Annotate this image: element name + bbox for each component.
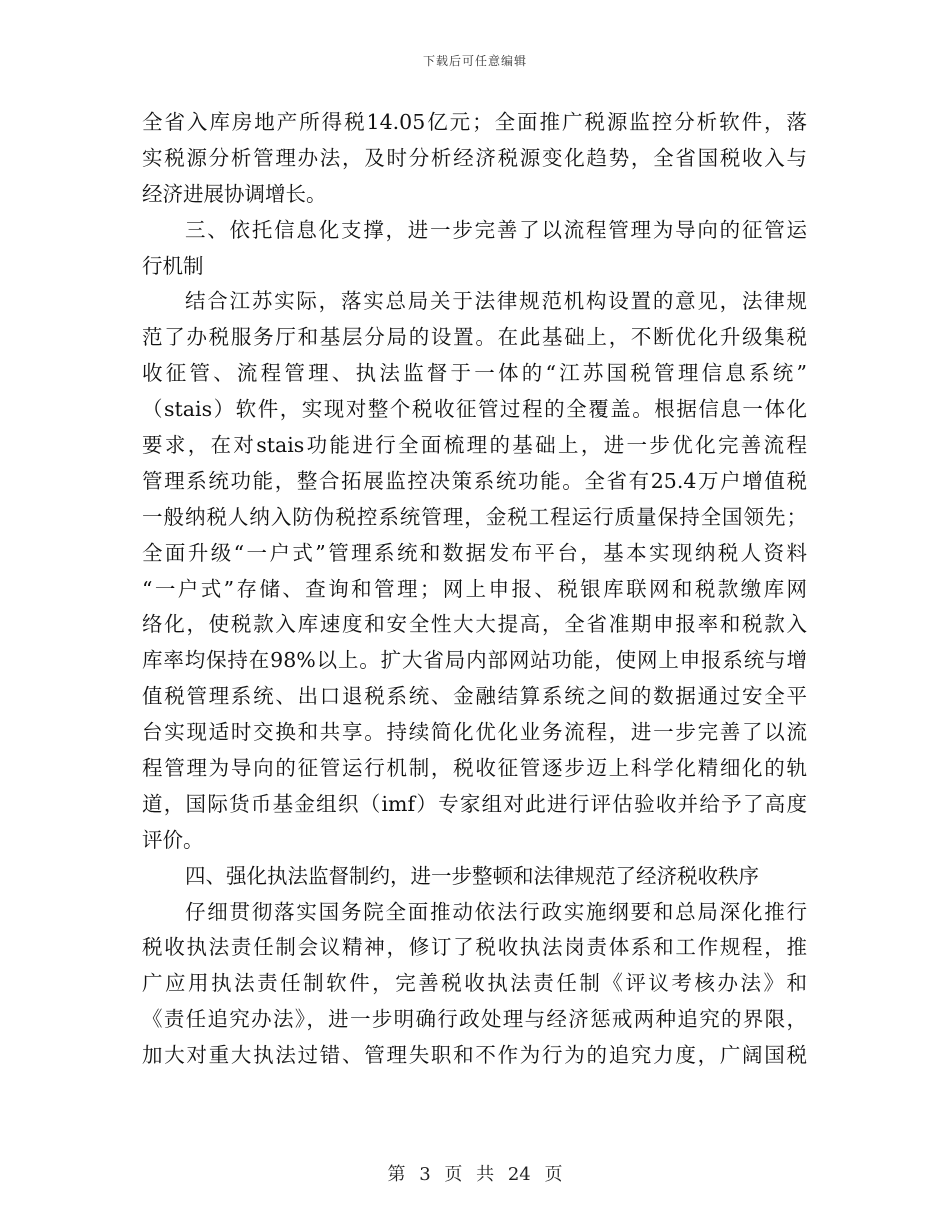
section-heading: 行机制 — [142, 253, 204, 278]
section-heading: 三、依托信息化支撑，进一步完善了以流程管理为导向的征管运 — [185, 217, 807, 242]
text-line: 广应用执法责任制软件，完善税收执法责任制《评议考核办法》和 — [142, 971, 807, 996]
text-line: （stais）软件，实现对整个税收征管过程的全覆盖。根据信息一体化 — [142, 397, 807, 422]
text-line: 库率均保持在98%以上。扩大省局内部网站功能，使网上申报系统与增 — [142, 648, 807, 673]
text-line: 道，国际货币基金组织（imf）专家组对此进行评估验收并给予了高度 — [142, 791, 807, 816]
text-line: 《责任追究办法》，进一步明确行政处理与经济惩戒两种追究的界限， — [142, 1007, 807, 1032]
text-line: 加大对重大执法过错、管理失职和不作为行为的追究力度，广阔国税 — [142, 1043, 807, 1068]
page-number: 第 3 页 共 24 页 — [387, 1164, 563, 1185]
page-header: 下载后可任意编辑 — [422, 54, 527, 68]
text-line: 台实现适时交换和共享。持续简化优化业务流程，进一步完善了以流 — [142, 720, 807, 745]
text-line: 程管理为导向的征管运行机制，税收征管逐步迈上科学化精细化的轨 — [142, 756, 807, 781]
text-line: 经济进展协调增长。 — [142, 181, 327, 206]
text-line: 仔细贯彻落实国务院全面推动依法行政实施纲要和总局深化推行 — [185, 899, 807, 924]
text-line: 全省入库房地产所得税14.05亿元；全面推广税源监控分析软件，落 — [142, 110, 807, 134]
text-line: “一户式”存储、查询和管理；网上申报、税银库联网和税款缴库网 — [142, 576, 807, 601]
text-line: 结合江苏实际，落实总局关于法律规范机构设置的意见，法律规 — [185, 289, 807, 314]
text-line: 要求，在对stais功能进行全面梳理的基础上，进一步优化完善流程 — [142, 433, 807, 458]
text-line: 实税源分析管理办法，及时分析经济税源变化趋势，全省国税收入与 — [142, 145, 807, 170]
text-line: 评价。 — [142, 827, 204, 852]
text-line: 值税管理系统、出口退税系统、金融结算系统之间的数据通过安全平 — [142, 684, 807, 709]
text-line: 络化，使税款入库速度和安全性大大提高，全省准期申报率和税款入 — [142, 612, 807, 637]
text-line: 全面升级“一户式”管理系统和数据发布平台，基本实现纳税人资料 — [142, 540, 807, 565]
text-line: 一般纳税人纳入防伪税控系统管理，金税工程运行质量保持全国领先； — [142, 504, 807, 529]
text-line: 范了办税服务厅和基层分局的设置。在此基础上，不断优化升级集税 — [142, 325, 807, 350]
text-line: 税收执法责任制会议精神，修订了税收执法岗责体系和工作规程，推 — [142, 935, 807, 960]
text-line: 管理系统功能，整合拓展监控决策系统功能。全省有25.4万户增值税 — [142, 468, 807, 493]
text-line: 收征管、流程管理、执法监督于一体的“江苏国税管理信息系统” — [142, 361, 807, 386]
section-heading: 四、强化执法监督制约，进一步整顿和法律规范了经济税收秩序 — [185, 863, 759, 888]
document-body — [142, 105, 807, 1074]
